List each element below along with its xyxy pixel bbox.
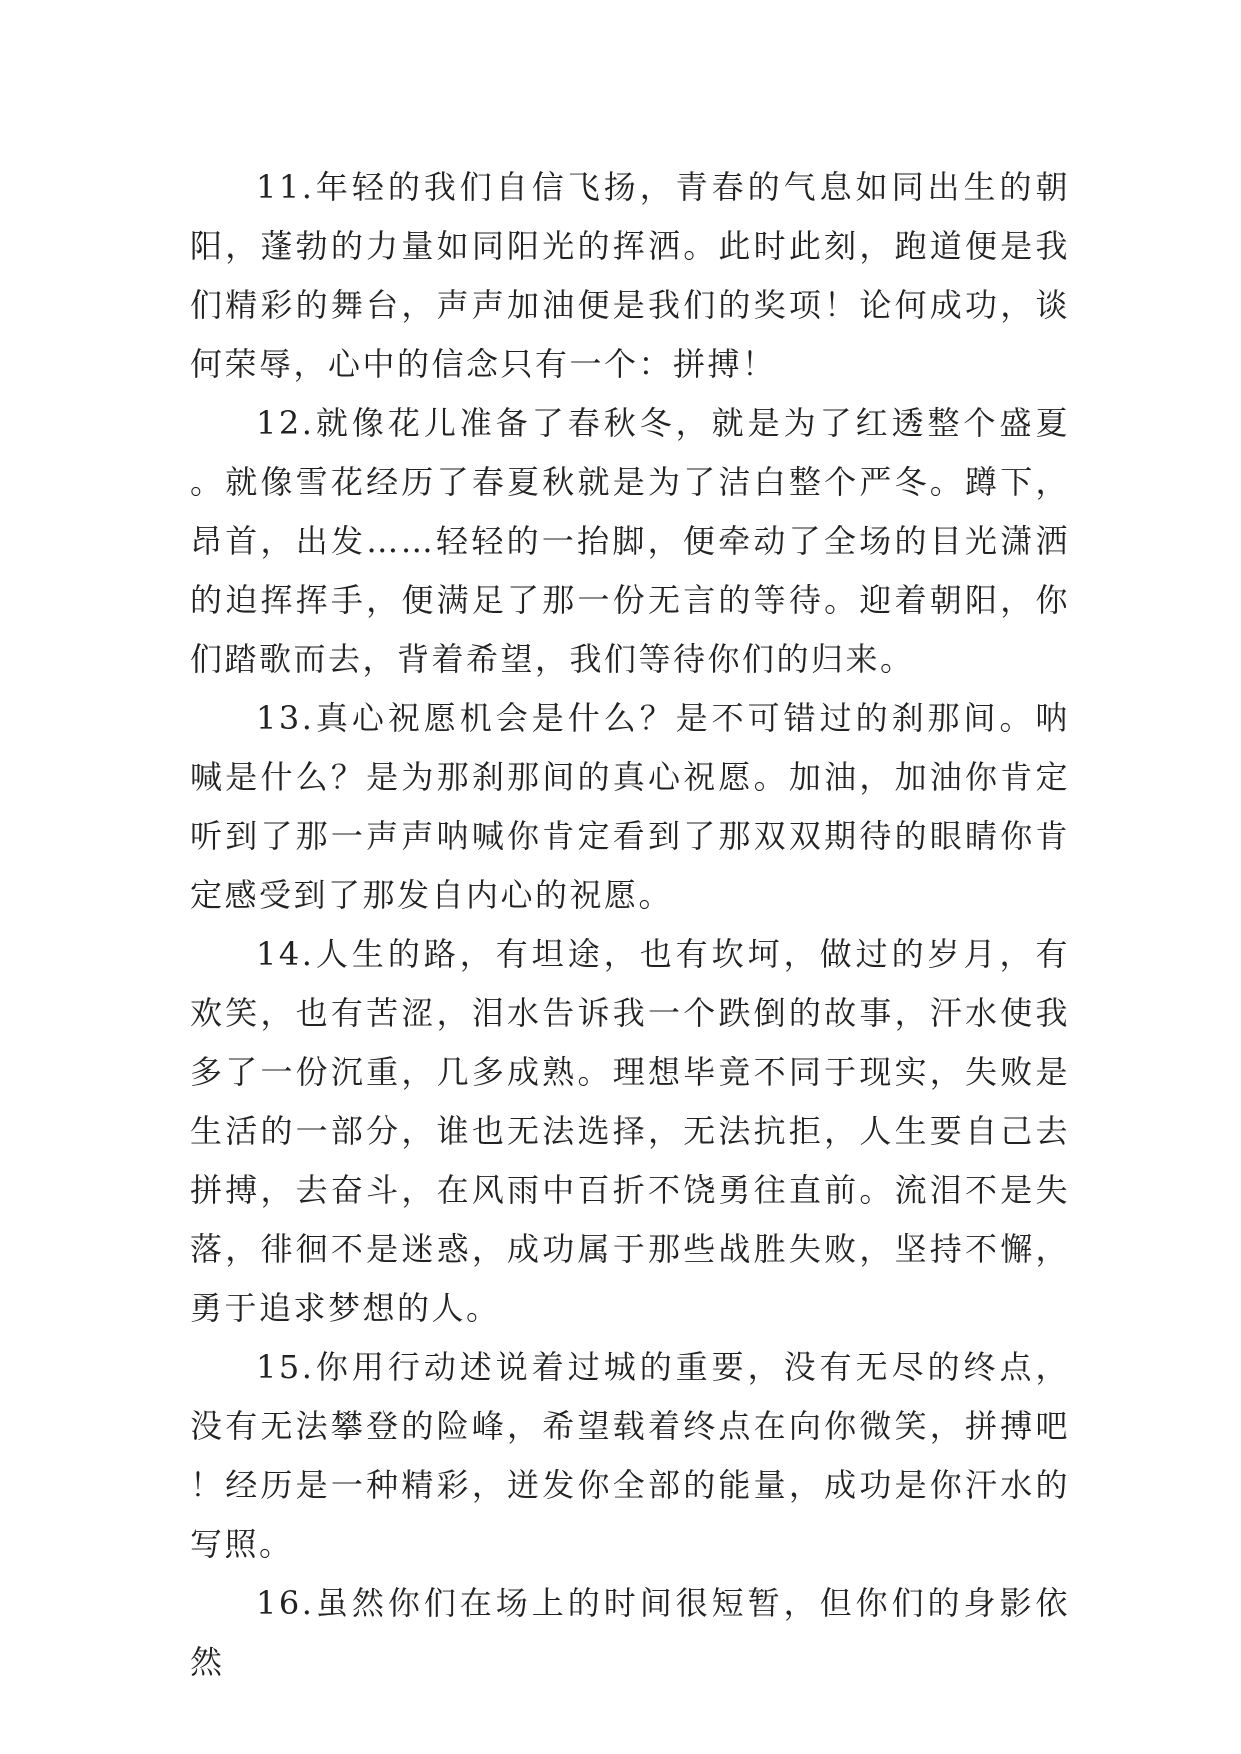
paragraph-12: 12.就像花儿准备了春秋冬，就是为了红透整个盛夏。就像雪花经历了春夏秋就是为了洁白整个严冬。蹲下，昂首，出发……轻轻的一抬脚，便牵动了全场的目光潇洒的迫挥挥手，便满足了那一份无言的等待。迎着朝阳，你们踏歌而去，背着希望，我们等待你们的归来。 [190, 404, 1070, 678]
paragraph-14: 14.人生的路，有坦途，也有坎坷，做过的岁月，有欢笑，也有苦涩，泪水告诉我一个跌倒的故事，汗水使我多了一份沉重，几多成熟。理想毕竟不同于现实，失败是生活的一部分，谁也无法选择，无法抗拒，人生要自己去拼搏，去奋斗，在风雨中百折不饶勇往直前。流泪不是失落，徘徊不是迷惑，成功属于那些战胜失败，坚持不懈，勇于追求梦想的人。 [190, 935, 1070, 1327]
paragraph-15: 15.你用行动述说着过城的重要，没有无尽的终点，没有无法攀登的险峰，希望载着终点在向你微笑，拼搏吧！经历是一种精彩，迸发你全部的能量，成功是你汗水的写照。 [190, 1348, 1070, 1563]
paragraph-13: 13.真心祝愿机会是什么？是不可错过的刹那间。呐喊是什么？是为那刹那间的真心祝愿。加油，加油你肯定听到了那一声声呐喊你肯定看到了那双双期待的眼睛你肯定感受到了那发自内心的祝愿。 [190, 699, 1070, 914]
document-body [190, 158, 1070, 1692]
paragraph-11: 11.年轻的我们自信飞扬，青春的气息如同出生的朝阳，蓬勃的力量如同阳光的挥洒。此时此刻，跑道便是我们精彩的舞台，声声加油便是我们的奖项！论何成功，谈何荣辱，心中的信念只有一个：拼搏！ [190, 168, 1070, 383]
paragraph-16: 16.虽然你们在场上的时间很短暂，但你们的身影依然 [190, 1584, 1070, 1681]
